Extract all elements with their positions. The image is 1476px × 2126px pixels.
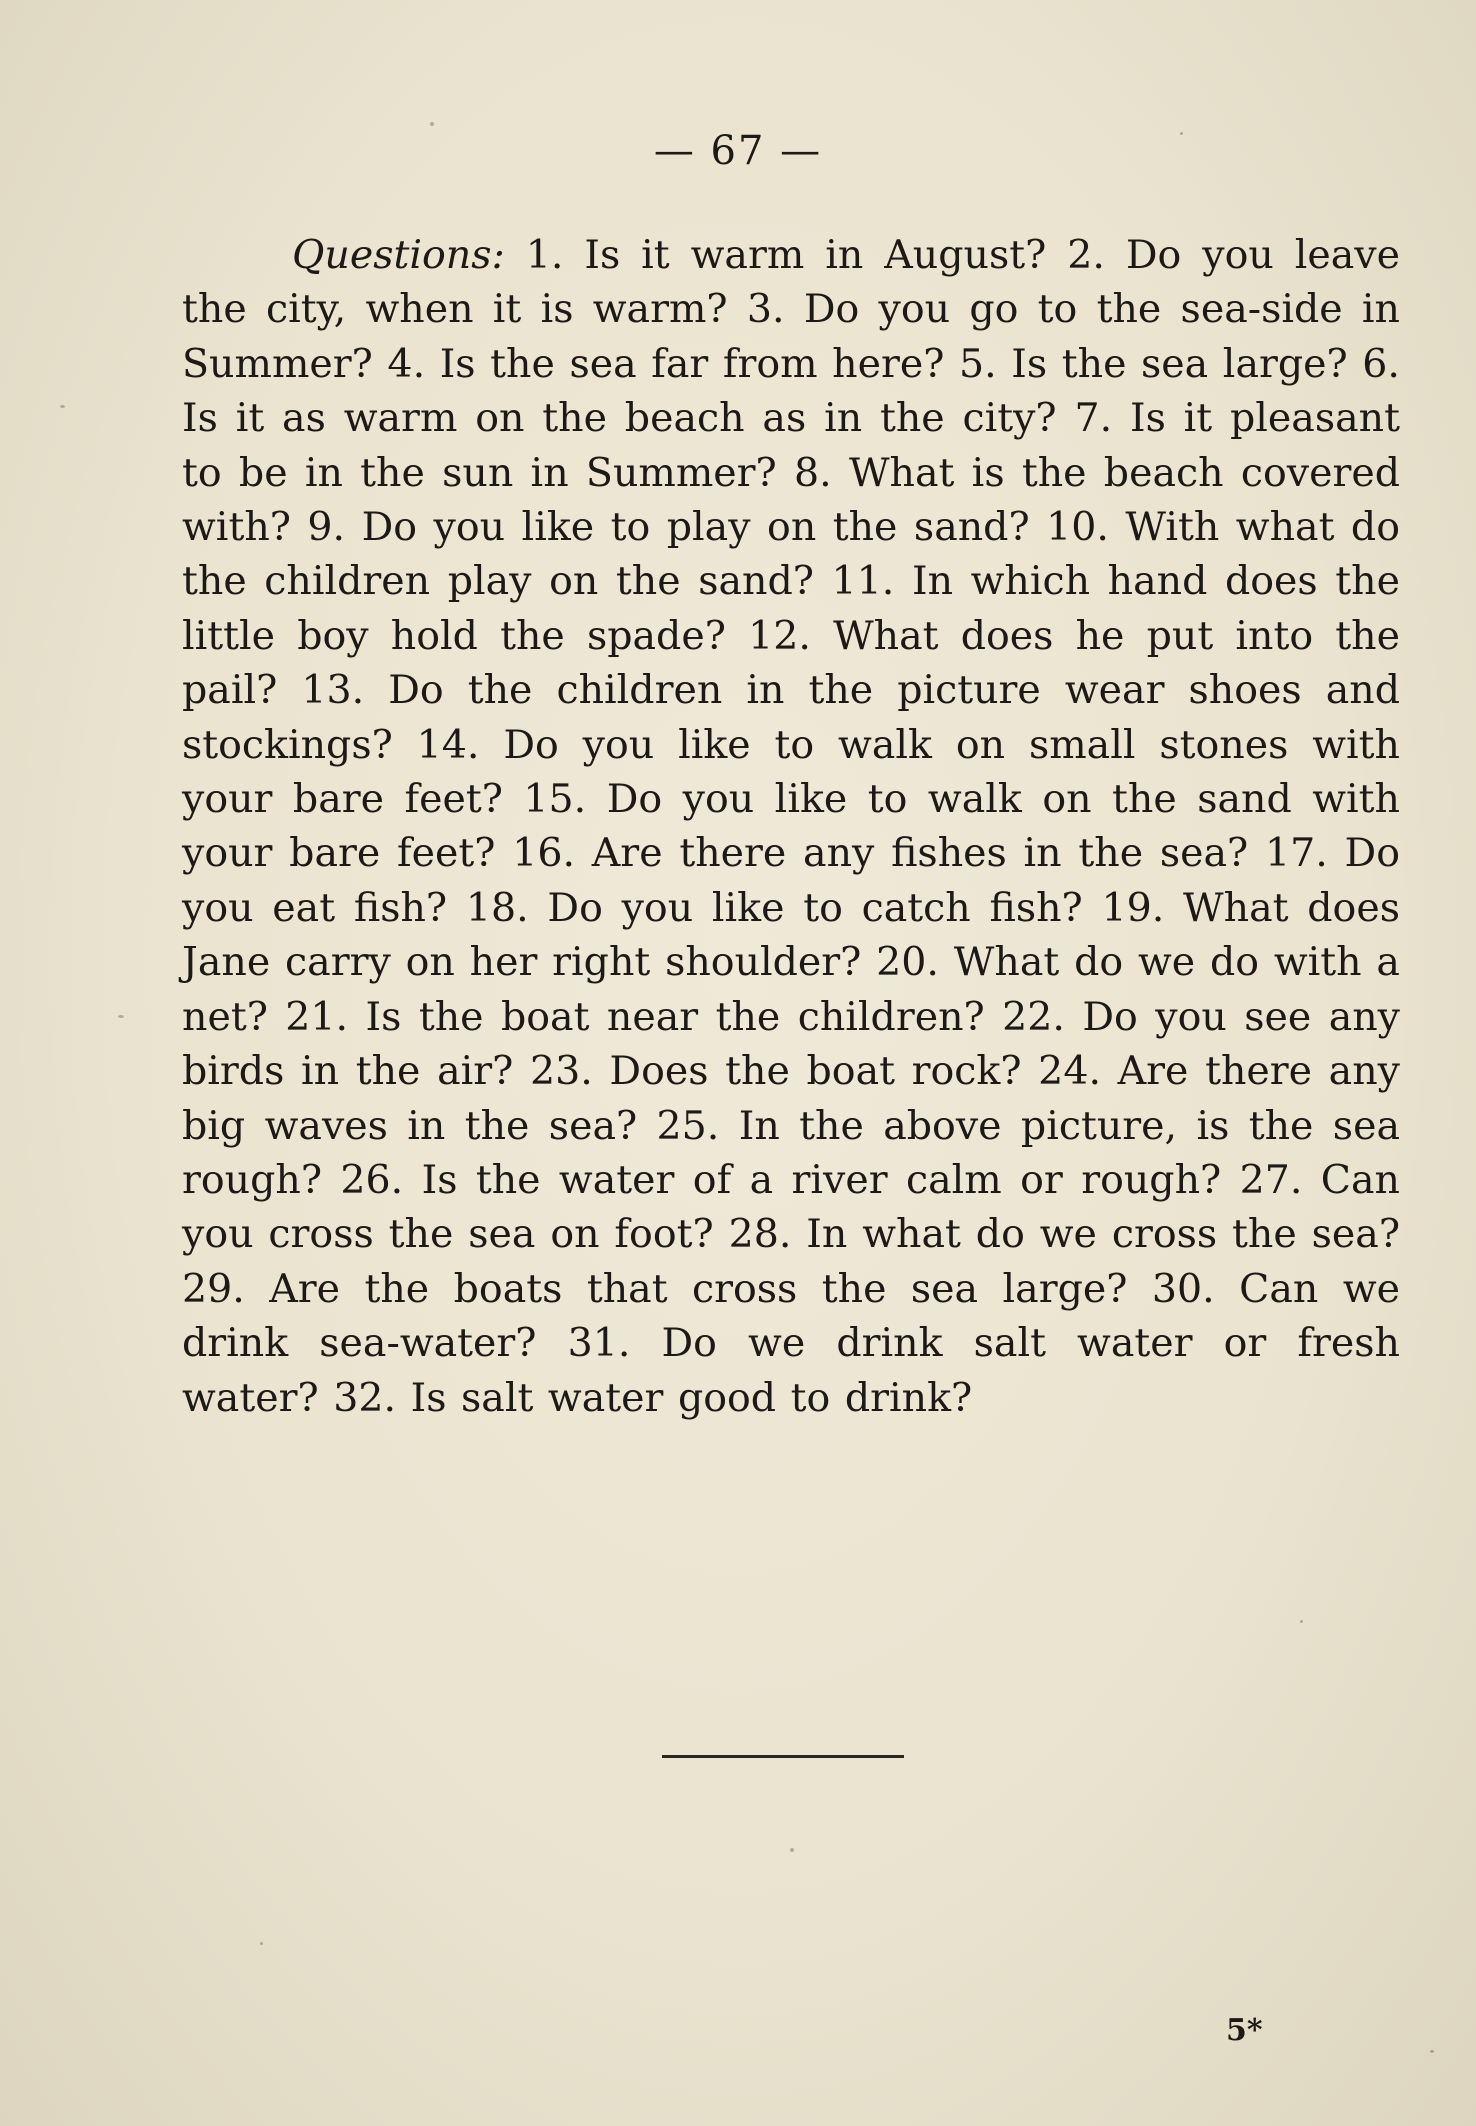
paper-speck [430, 122, 434, 126]
paper-speck [118, 1015, 124, 1018]
paper-speck [260, 1942, 263, 1945]
section-divider [662, 1755, 904, 1758]
paper-speck [1430, 2050, 1434, 2053]
questions-paragraph [182, 228, 1400, 1425]
questions-text: 1. Is it warm in August? 2. Do you leave the city, when it is warm? 3. Do you go to the sea-side in Summer? 4. Is the sea far from here? 5. Is the sea large? 6. Is it as warm on the beach as in the city? 7. Is it pleasant to be in the sun in Summer? 8. What is the beach covered with? 9. Do you like to play on the sand? 10. With what do the children play on the sand? 11. In which hand does the little boy hold the spade? 12. What does he put into the pail? 13. Do the children in the picture wear shoes and stockings? 14. Do you like to walk on small stones with your bare feet? 15. Do you like to walk on the sand with your bare feet? 16. Are there any fishes in the sea? 17. Do you eat fish? 18. Do you like to catch fish? 19. What does Jane carry on her right shoulder? 20. What do we do with a net? 21. Is the boat near the children? 22. Do you see any birds in the air? 23. Does the boat rock? 24. Are there any big waves in the sea? 25. In the above picture, is the sea rough? 26. Is the water of a river calm or rough? 27. Can you cross the sea on foot? 28. In what do we cross the sea? 29. Are the boats that cross the sea large? 30. Can we drink sea-water? 31. Do we drink salt water or fresh water? 32. Is salt water good to drink? [182, 232, 1400, 1421]
printer-signature-mark: 5* [1226, 2013, 1263, 2048]
paper-speck [1180, 132, 1183, 135]
paper-speck [1300, 1620, 1303, 1623]
page-number: — 67 — [653, 128, 823, 174]
paper-speck [790, 1848, 794, 1852]
paper-speck [60, 405, 65, 408]
questions-label: Questions: [292, 232, 505, 278]
